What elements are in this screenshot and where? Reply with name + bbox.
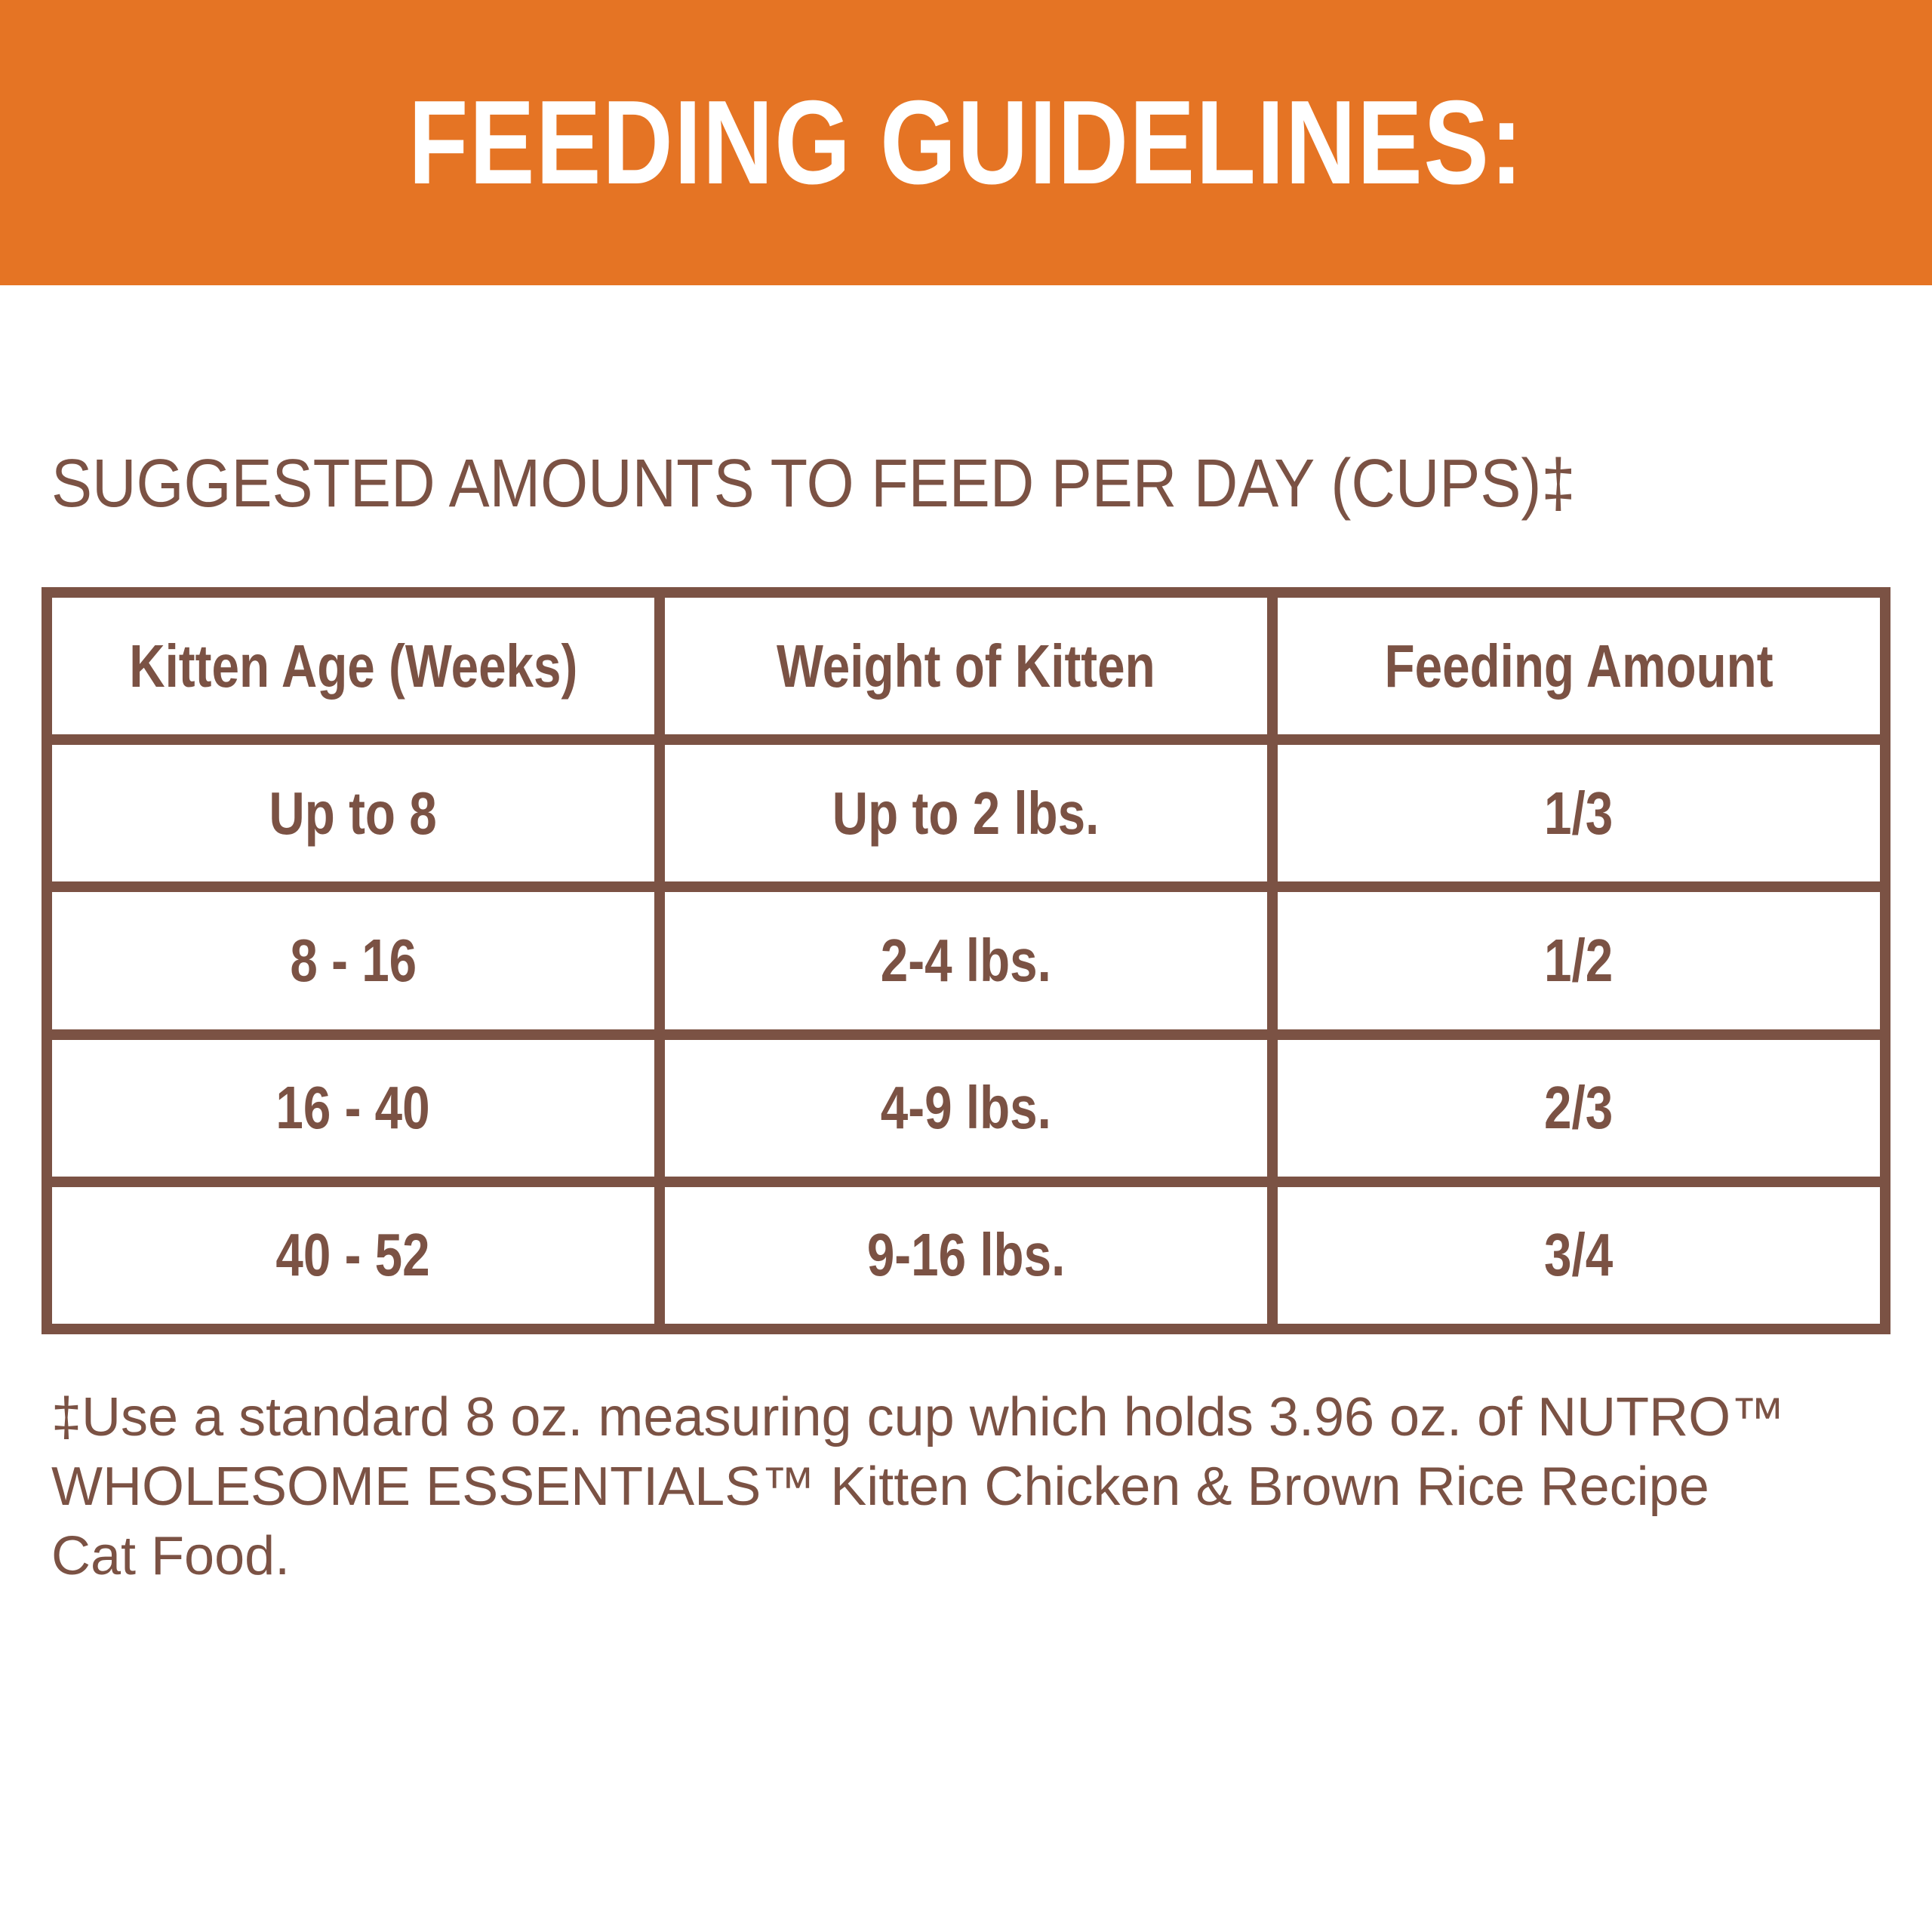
footnote-line: ‡Use a standard 8 oz. measuring cup which holds 3.96 oz. of NUTRO™	[51, 1387, 1786, 1447]
table-cell-weight: 9-16 lbs.	[665, 1187, 1267, 1324]
column-header-age: Kitten Age (Weeks)	[52, 598, 654, 734]
table-cell-age: 16 - 40	[52, 1040, 654, 1177]
table-cell-amount: 3/4	[1278, 1187, 1880, 1324]
table-cell-age: 8 - 16	[52, 892, 654, 1029]
table-cell-age: 40 - 52	[52, 1187, 654, 1324]
table-cell-weight: 4-9 lbs.	[665, 1040, 1267, 1177]
column-header-amount: Feeding Amount	[1278, 598, 1880, 734]
column-header-weight: Weight of Kitten	[665, 598, 1267, 734]
feeding-table	[42, 587, 1890, 1334]
footnote-line: Cat Food.	[51, 1526, 291, 1586]
table-cell-weight: Up to 2 lbs.	[665, 745, 1267, 881]
table-cell-amount: 1/3	[1278, 745, 1880, 881]
table-cell-age: Up to 8	[52, 745, 654, 881]
page-title: FEEDING GUIDELINES:	[408, 75, 1524, 209]
footnote	[51, 1383, 1893, 1591]
table-cell-weight: 2-4 lbs.	[665, 892, 1267, 1029]
table-caption: SUGGESTED AMOUNTS TO FEED PER DAY (CUPS)‡	[51, 446, 1576, 521]
table-cell-amount: 2/3	[1278, 1040, 1880, 1177]
footnote-line: WHOLESOME ESSENTIALS™ Kitten Chicken & Brown Rice Recipe	[51, 1457, 1709, 1517]
table-cell-amount: 1/2	[1278, 892, 1880, 1029]
header-banner	[0, 0, 1932, 285]
